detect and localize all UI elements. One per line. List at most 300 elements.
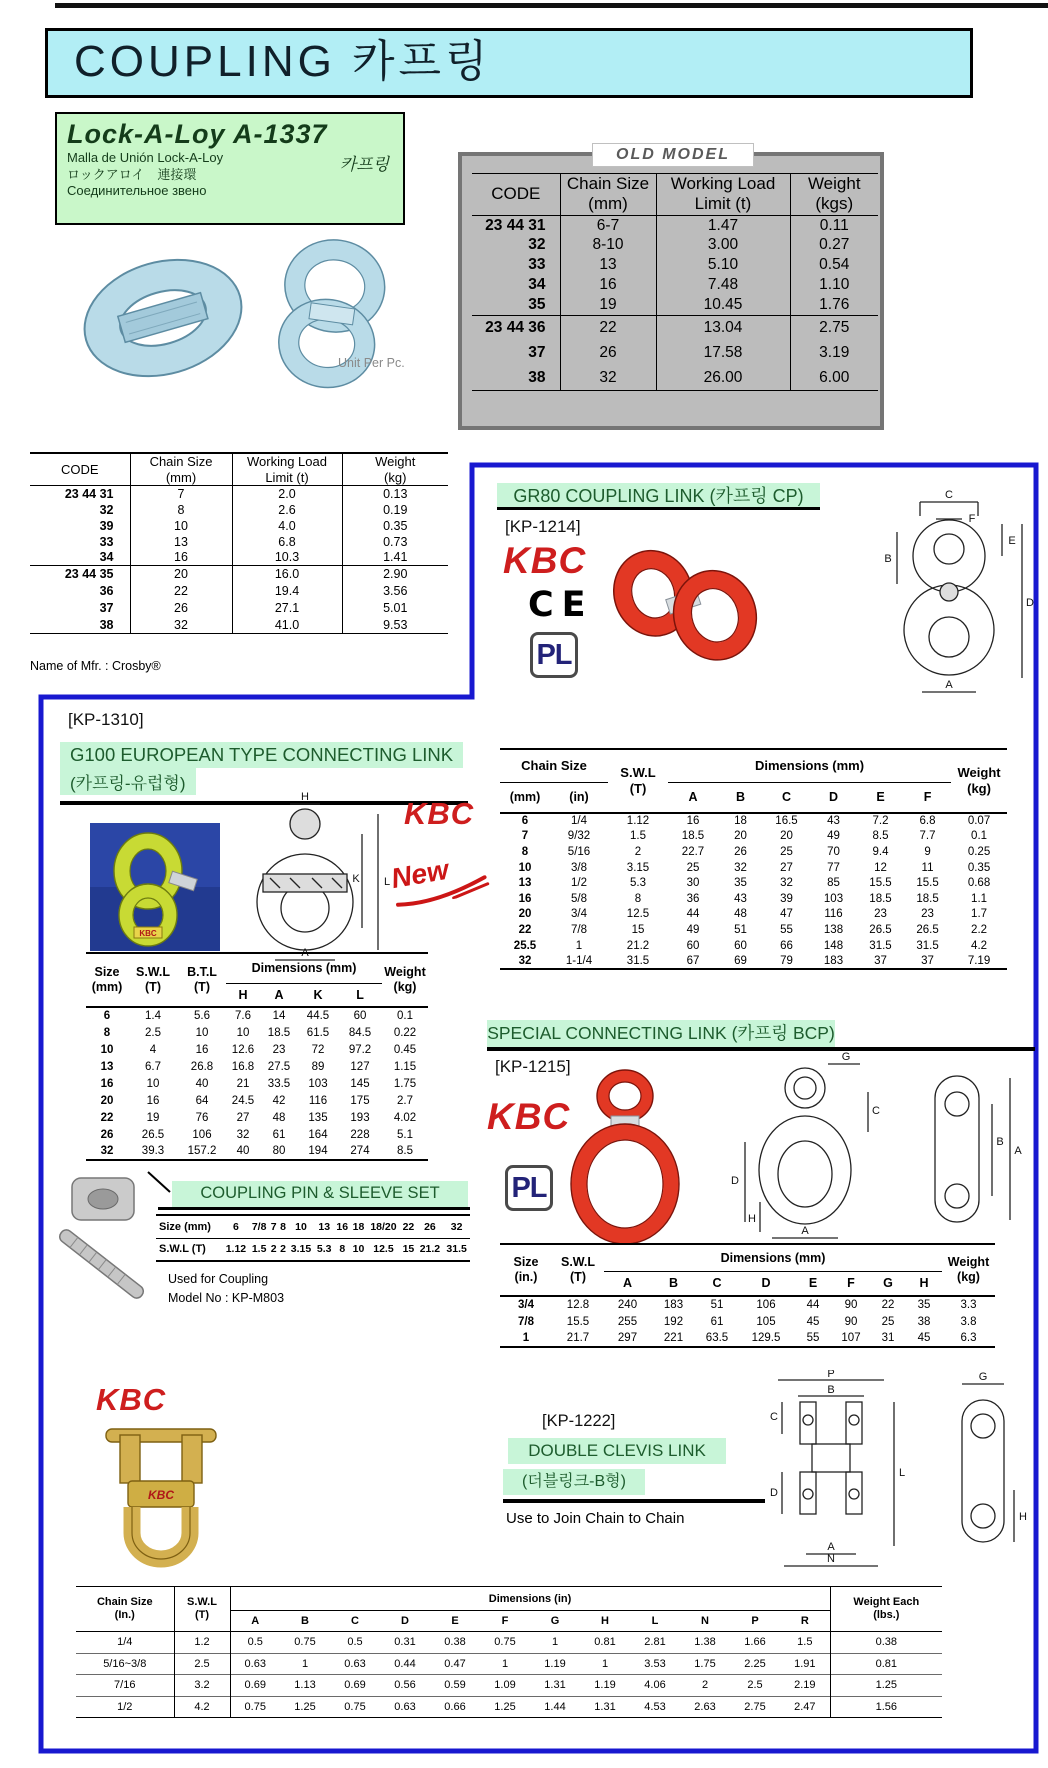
table-cell: 127 [350, 1060, 370, 1073]
table-cell: 221 [663, 1332, 684, 1344]
clevis-model-code: [KP-1222] [542, 1412, 616, 1430]
table-cell: 0.25 [967, 845, 991, 858]
table-cell: 22 [881, 1299, 895, 1311]
table-cell: 183 [823, 954, 844, 967]
table-cell: 2 [269, 1238, 278, 1261]
table-cell: 4.0 [232, 518, 342, 534]
col-header-wll: Working Load Limit (t) [656, 174, 790, 216]
table-cell: 43 [734, 892, 747, 905]
table-cell: 44 [686, 908, 700, 921]
table-cell: 7/16 [76, 1675, 174, 1697]
table-cell: 2.6 [232, 502, 342, 518]
table-row [30, 502, 448, 518]
table-cell: 1.5 [630, 830, 646, 843]
table-cell: 21 [236, 1077, 250, 1090]
svg-text:B: B [996, 1136, 1004, 1148]
table-cell: 8.5 [397, 1145, 414, 1157]
table-cell: 0.75 [330, 1696, 380, 1718]
table-cell: 39 [780, 892, 793, 905]
table-cell: 1.75 [393, 1077, 417, 1090]
table-cell: 30 [686, 877, 700, 890]
table-cell: 1.44 [530, 1696, 580, 1718]
table-cell: 3.15 [288, 1238, 315, 1261]
table-cell: 31.5 [916, 939, 939, 952]
table-cell: 5/16~3/8 [76, 1653, 174, 1675]
svg-text:A: A [301, 947, 309, 959]
svg-text:E: E [1008, 535, 1016, 547]
table-cell: 61 [710, 1315, 724, 1328]
table-cell: 47 [780, 908, 793, 921]
table-cell: 18 [352, 1220, 365, 1233]
old-model-label: OLD MODEL [592, 143, 754, 167]
subheader-f: F [501, 1615, 509, 1627]
table-cell: 7.19 [967, 954, 991, 967]
table-cell: 35 [528, 296, 546, 314]
special-photo [550, 1066, 700, 1246]
table-cell: 1.09 [480, 1675, 530, 1697]
table-cell: 38 [528, 368, 546, 386]
table-cell: 16 [130, 550, 232, 566]
table-cell: 5.10 [656, 255, 790, 275]
subheader-p: P [751, 1615, 759, 1627]
table-cell: 10 [295, 1220, 307, 1233]
table-cell: 27.5 [267, 1060, 291, 1073]
table-cell: 116 [824, 908, 843, 921]
svg-text:P: P [827, 1370, 835, 1380]
lockaloy-panel [55, 112, 405, 225]
table-cell: 39 [99, 518, 114, 533]
table-row [156, 1215, 470, 1238]
table-cell: 1.25 [830, 1675, 942, 1697]
subheader-in: (in) [569, 790, 589, 805]
table-row [76, 1675, 942, 1697]
table-cell: 0.66 [430, 1696, 480, 1718]
kbc-logo: KBC [503, 540, 587, 581]
subheader-b: B [301, 1615, 309, 1627]
unit-per-pc-note: Unit Per Pc. [338, 356, 405, 370]
table-cell: 32 [236, 1128, 250, 1141]
table-cell: 0.69 [230, 1675, 280, 1697]
table-cell: 10 [518, 861, 532, 874]
table-cell: 85 [827, 877, 840, 890]
table-cell: 1.13 [280, 1675, 330, 1697]
table-cell: 27 [780, 861, 793, 874]
table-cell: 10 [350, 1238, 366, 1261]
subheader-a: A [274, 987, 284, 1002]
table-cell: 18.5 [869, 892, 892, 905]
table-cell: 55 [806, 1332, 820, 1344]
kbc-logo: KBC [404, 796, 475, 831]
table-cell: 0.22 [393, 1026, 417, 1039]
table-cell: 27 [236, 1111, 250, 1124]
col-header-code: CODE [60, 461, 99, 477]
clevis-note: Use to Join Chain to Chain [506, 1510, 685, 1527]
table-cell: 26 [130, 600, 232, 617]
header-swl: S.W.L (T) [560, 1255, 596, 1284]
table-cell: 1.47 [656, 215, 790, 235]
table-cell: 4.02 [393, 1111, 417, 1124]
table-cell: 32 [100, 1145, 114, 1157]
pin-sleeve-note1: Used for Coupling [168, 1272, 269, 1286]
svg-text:L: L [383, 876, 391, 888]
table-cell: 1/4 [76, 1632, 174, 1654]
table-cell: 1.12 [223, 1238, 250, 1261]
table-cell: 37 [874, 954, 887, 967]
table-cell: 22 [100, 1111, 114, 1124]
table-cell: 31.5 [869, 939, 892, 952]
table-cell: 37 [921, 954, 934, 967]
table-cell: 63.5 [705, 1332, 729, 1344]
table-cell: 13 [518, 877, 532, 890]
svg-text:D: D [731, 1175, 739, 1187]
table-row [86, 1143, 428, 1160]
table-cell: 40 [195, 1077, 209, 1090]
table-cell: 32 [450, 1220, 463, 1233]
table-cell: 106 [756, 1299, 776, 1311]
table-cell: 43 [827, 815, 840, 828]
table-cell: 11 [921, 861, 934, 874]
subheader-b: B [668, 1276, 679, 1291]
table-cell: 1 [580, 1653, 630, 1675]
table-row [86, 1109, 428, 1126]
table-cell: 20 [780, 830, 793, 843]
col-header-weight: Weight (kgs) [790, 174, 878, 216]
table-row [86, 1007, 428, 1024]
table-cell: 2.5 [145, 1026, 161, 1039]
table-cell: 37 [528, 343, 546, 361]
table-cell: 228 [350, 1128, 370, 1141]
table-row [86, 1041, 428, 1058]
header-size: Size (in.) [513, 1255, 539, 1284]
table-cell: 0.63 [230, 1653, 280, 1675]
table-cell: 0.1 [971, 830, 988, 843]
table-cell: 6 [103, 1010, 111, 1022]
svg-text:H: H [301, 791, 309, 803]
table-cell: 6 [232, 1220, 239, 1233]
table-cell: 7 [521, 830, 529, 843]
table-cell: 1.76 [790, 295, 878, 315]
subheader-h: H [238, 987, 248, 1002]
table-cell: 1 [480, 1653, 530, 1675]
table-cell: 0.19 [342, 502, 448, 518]
subheader-l: L [356, 987, 364, 1002]
table-cell: 44 [806, 1299, 820, 1311]
table-cell: 32 [518, 954, 532, 967]
table-cell: 0.45 [393, 1043, 417, 1056]
header-swl: S.W.L (T) [620, 765, 656, 796]
table-cell: 1.10 [790, 275, 878, 295]
clevis-photo [68, 1415, 253, 1570]
table-cell: 1.38 [694, 1636, 716, 1649]
table-cell: 21.2 [626, 939, 650, 952]
table-cell: 1.75 [680, 1653, 730, 1675]
col-header-wll: Working Load Limit (t) [232, 453, 342, 486]
table-row [156, 1238, 470, 1261]
table-cell: 38 [99, 617, 114, 632]
table-cell: 80 [272, 1145, 286, 1157]
table-cell: 67 [686, 954, 700, 967]
lockaloy-desc-es: Malla de Unión Lock-A-Loy [67, 150, 224, 165]
col-header-code: CODE [491, 184, 541, 204]
table-cell: 1.12 [626, 815, 650, 828]
table-row [500, 922, 1007, 938]
table-cell: 1.5 [797, 1636, 813, 1649]
table-cell: 90 [844, 1299, 858, 1311]
table-cell: 7 [130, 486, 232, 502]
table-cell: 12.5 [626, 908, 650, 921]
table-cell: 44.5 [306, 1010, 330, 1022]
col-header-chain: Chain Size (mm) [560, 174, 656, 216]
table-cell: 21.7 [566, 1332, 590, 1344]
header-dimensions: Dimensions (mm) [668, 749, 951, 782]
table-cell: 16.5 [775, 815, 798, 828]
old-model-table [472, 173, 878, 391]
table-cell: 16.8 [231, 1060, 255, 1073]
table-cell: 2 [634, 845, 642, 858]
table-cell: 18.5 [267, 1026, 291, 1039]
pl-mark-icon: PL [530, 632, 578, 678]
table-cell: 1.4 [145, 1010, 161, 1022]
table-cell: 64 [195, 1094, 209, 1107]
table-row [86, 1024, 428, 1041]
table-cell: 32 [130, 617, 232, 634]
table-cell: 2.5 [730, 1675, 780, 1697]
page-title: COUPLING 카프링 [45, 28, 973, 98]
svg-text:D: D [770, 1487, 778, 1499]
table-cell: Size (mm) [159, 1220, 211, 1233]
table-cell: 1-1/4 [565, 954, 593, 967]
table-cell: 0.54 [790, 255, 878, 275]
table-cell: 1 [280, 1653, 330, 1675]
header-size: Size (mm) [91, 965, 123, 994]
table-cell: 36 [99, 584, 114, 599]
table-cell: 0.75 [294, 1636, 316, 1649]
table-cell: 12.8 [566, 1299, 590, 1311]
old-model-panel [458, 146, 884, 430]
table-cell: 22 [560, 315, 656, 340]
svg-text:H: H [748, 1213, 756, 1225]
table-row [500, 844, 1007, 860]
table-cell: 18 [734, 815, 747, 828]
table-cell: 7/8 [518, 1315, 534, 1328]
table-cell: 3/8 [571, 861, 587, 874]
gr80-section-title: GR80 COUPLING LINK (카프링 CP) [497, 483, 820, 510]
table-cell: 1 [551, 1636, 559, 1649]
table-cell: 0.1 [397, 1010, 414, 1022]
table-cell: 107 [841, 1332, 861, 1344]
subheader-e: E [808, 1276, 818, 1291]
table-cell: 49 [827, 830, 840, 843]
header-weight: Weight (kg) [947, 1255, 990, 1284]
table-cell: 1.19 [530, 1653, 580, 1675]
g100-photo [90, 823, 220, 951]
table-cell: 17.58 [656, 340, 790, 365]
svg-text:A: A [1014, 1145, 1022, 1157]
table-cell: 0.69 [330, 1675, 380, 1697]
table-cell: 10 [146, 1077, 160, 1090]
table-cell: 23 [874, 908, 887, 921]
table-cell: 1 [522, 1332, 530, 1344]
table-cell: 22.7 [681, 845, 705, 858]
table-cell: 8 [634, 892, 642, 905]
table-cell: 1.41 [342, 550, 448, 566]
header-weight: Weight Each (lbs.) [830, 1587, 942, 1632]
gr80-model-code: [KP-1214] [505, 517, 581, 536]
table-cell: 2.81 [644, 1636, 666, 1649]
table-cell: 2.2 [971, 923, 988, 936]
table-cell: 105 [756, 1315, 776, 1328]
table-cell: 41.0 [232, 617, 342, 634]
table-cell: 183 [663, 1299, 684, 1311]
table-cell: 26 [100, 1128, 114, 1141]
svg-text:B: B [884, 553, 892, 565]
clevis-section-title: DOUBLE CLEVIS LINK [508, 1438, 726, 1464]
table-cell: 2.25 [730, 1653, 780, 1675]
table-cell: 39.3 [141, 1145, 165, 1157]
svg-text:F: F [968, 513, 976, 525]
table-cell: 51 [734, 923, 747, 936]
table-cell: 26.00 [656, 365, 790, 390]
table-cell: 48 [734, 908, 747, 921]
table-cell: 15.5 [566, 1315, 590, 1328]
table-cell: 0.07 [967, 815, 991, 828]
table-cell: 18/20 [370, 1220, 397, 1233]
table-cell: 21.2 [417, 1238, 444, 1261]
table-cell: 3.15 [626, 861, 650, 874]
table-cell: 15 [400, 1238, 416, 1261]
table-cell: 5.3 [314, 1238, 334, 1261]
table-cell: 9 [924, 845, 931, 858]
table-cell: 77 [827, 861, 840, 874]
lockaloy-photo [48, 228, 388, 400]
special-model-code: [KP-1215] [495, 1057, 571, 1076]
table-cell: 6.8 [919, 815, 936, 828]
table-cell: 0.81 [594, 1636, 616, 1649]
table-cell: 5.1 [397, 1128, 414, 1141]
table-cell: 32 [99, 502, 114, 517]
table-cell: 34 [528, 276, 546, 294]
svg-text:C: C [770, 1411, 778, 1423]
table-row [30, 518, 448, 534]
table-cell: 138 [823, 923, 844, 936]
table-cell: 192 [663, 1315, 684, 1328]
table-row [500, 1330, 995, 1347]
lockaloy-desc-ru: Соединительное звено [67, 183, 207, 198]
table-cell: 7 [270, 1220, 277, 1233]
subheader-c: C [781, 790, 792, 805]
svg-text:A: A [945, 679, 953, 691]
table-cell: 32 [560, 365, 656, 390]
table-cell: 10.45 [656, 295, 790, 315]
table-cell: 297 [617, 1332, 638, 1344]
table-cell: 10 [195, 1026, 209, 1039]
table-cell: 3.00 [656, 235, 790, 255]
special-section-title: SPECIAL CONNECTING LINK (카프링 BCP) [487, 1020, 835, 1047]
subheader-l: L [651, 1615, 659, 1627]
table-cell: 34 [99, 550, 114, 565]
table-cell: 157.2 [187, 1145, 217, 1157]
table-cell: 23 [921, 908, 934, 921]
table-cell: 7.6 [235, 1010, 251, 1022]
svg-text:A: A [801, 1225, 809, 1237]
table-row [30, 534, 448, 550]
table-row [86, 1058, 428, 1075]
table-cell: 6.00 [790, 365, 878, 390]
svg-text:G: G [978, 1371, 988, 1383]
table-cell: 103 [823, 892, 844, 905]
table-cell: 12.6 [231, 1043, 255, 1056]
table-cell: 31.5 [626, 954, 650, 967]
table-cell: 19 [560, 295, 656, 315]
table-cell: 15.5 [916, 877, 939, 890]
pin-sleeve-title-rule [158, 1207, 470, 1210]
table-cell: 26 [734, 845, 747, 858]
table-cell: 27.1 [232, 600, 342, 617]
table-cell: 12 [874, 861, 887, 874]
table-cell: 3.53 [630, 1653, 680, 1675]
subheader-f: F [847, 1276, 855, 1291]
table-cell: 25 [780, 845, 793, 858]
table-cell: 3/4 [518, 1299, 534, 1311]
table-cell: 1.15 [393, 1060, 417, 1073]
pin-sleeve-table [156, 1214, 470, 1262]
table-cell: 45 [917, 1332, 931, 1344]
table-cell: 148 [823, 939, 844, 952]
table-cell: 3.19 [790, 340, 878, 365]
table-row [472, 255, 878, 275]
table-cell: 84.5 [348, 1026, 372, 1039]
table-cell: 23 44 35 [64, 567, 114, 582]
table-cell: 0.35 [967, 861, 991, 874]
g100-diagram [250, 790, 398, 965]
table-cell: 60 [353, 1010, 367, 1022]
table-row [472, 315, 878, 340]
table-row [30, 600, 448, 617]
table-cell: 1.7 [971, 908, 988, 921]
table-cell: 25 [881, 1315, 895, 1328]
special-diagram [700, 1050, 1035, 1245]
subheader-h: H [919, 1276, 929, 1291]
subheader-n: N [701, 1615, 709, 1627]
table-cell: 26 [560, 340, 656, 365]
subheader-f: F [923, 790, 932, 805]
table-row [500, 829, 1007, 845]
table-cell: 0.5 [247, 1636, 263, 1649]
table-cell: 2.75 [790, 315, 878, 340]
table-cell: 2.75 [730, 1696, 780, 1718]
table-cell: 72 [311, 1043, 325, 1056]
table-cell: 0.75 [494, 1636, 516, 1649]
table-cell: 1.56 [830, 1696, 942, 1718]
table-cell: 2.90 [342, 566, 448, 583]
table-cell: 4.53 [630, 1696, 680, 1718]
table-cell: 116 [308, 1094, 328, 1107]
table-cell: 9/32 [567, 830, 591, 843]
table-cell: 10 [236, 1026, 250, 1039]
table-cell: 0.68 [967, 877, 991, 890]
table-cell: 8 [103, 1026, 111, 1039]
table-cell: 0.63 [380, 1696, 430, 1718]
special-spec-table [500, 1243, 995, 1348]
table-cell: 10 [100, 1043, 114, 1056]
table-cell: 60 [686, 939, 700, 952]
table-row [30, 550, 448, 566]
subheader-e: E [451, 1615, 459, 1627]
table-cell: 8 [521, 845, 529, 858]
table-cell: 2 [680, 1675, 730, 1697]
table-cell: 5/16 [567, 845, 591, 858]
table-cell: 16 [100, 1077, 114, 1090]
